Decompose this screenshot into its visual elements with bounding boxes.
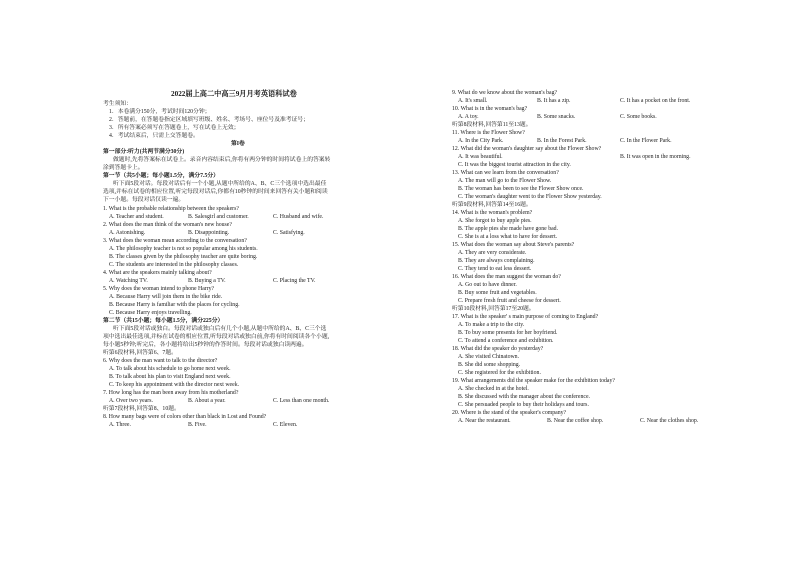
option-b: B. It has a zip. (537, 98, 571, 104)
section2-instruction: 听下面5段对话或独白。每段对话或独白后有几个小题,从题中所给的A、B、C三个选 (113, 326, 327, 332)
option-a: A. A toy. (458, 114, 479, 120)
option-a: A. They are very considerate. (458, 250, 527, 256)
question-17: 17. What is the speaker' s main purpose of coming to England? (452, 314, 599, 320)
notice-item: 2．答题前，在答题卷指定区域填写班级、姓名、考场号、座位号及准考证号； (109, 117, 309, 123)
section1-instruction: 听下面5段对话。每段对话后有一个小题,从题中所给的A、B、C三个选项中选出最佳 (113, 181, 327, 187)
section2-heading: 第二节（共15小题；每小题1.5分，满分225分） (103, 318, 224, 324)
option-a: A. The philosophy teacher is not so popular among his students. (109, 246, 258, 252)
option-b: B. Because Harry is familiar with the places for cycling. (109, 302, 240, 308)
option-c: C. She is at a loss what to have for dessert. (458, 234, 558, 240)
option-c: C. The woman's daughter went to the Flower Show yesterday. (458, 194, 602, 200)
option-b: B. It was open in the morning. (620, 154, 691, 160)
option-c: C. Placing the TV. (273, 278, 316, 284)
notice-heading: 考生须知： (103, 101, 132, 107)
option-b: B. In the Forest Park. (537, 138, 587, 144)
option-a: A. It's small. (458, 98, 488, 104)
volume-heading: 第I卷 (231, 141, 245, 147)
question-4: 4. What are the speakers mainly talking about? (103, 270, 212, 276)
question-13: 13. What can we learn from the conversation? (452, 170, 559, 176)
option-c: C. Husband and wife. (273, 214, 324, 220)
question-7: 7. How long has the man been away from his motherland? (103, 390, 239, 396)
option-c: C. Satisfying. (273, 230, 305, 236)
option-a: A. Because Harry will join them in the bike ride. (109, 294, 223, 300)
option-a: A. Astonishing. (109, 230, 146, 236)
option-b: B. To buy some presents for her boyfriend. (458, 330, 558, 336)
option-c: C. She persuaded people to buy their holidays and tours. (458, 402, 589, 408)
option-b: B. Disappointing. (188, 230, 230, 236)
part1-instruction: 做题时,先将答案标在试卷上。录音内容结束后,你将有两分钟的时间将试卷上的答案转 (113, 157, 331, 163)
option-c: C. To attend a conference and exhibition. (458, 338, 554, 344)
option-a: A. Teacher and student. (109, 214, 164, 220)
option-c: C. Less than one month. (273, 398, 330, 404)
notice-item: 3．所有答案必须写在答题卷上，写在试卷上无效； (109, 125, 240, 131)
option-b: B. The apple pies she made have gone bad. (458, 226, 559, 232)
option-a: A. The man will go to the Flower Show. (458, 178, 552, 184)
exam-title: 2022届上高二中高三9月月考英语科试卷 (171, 90, 297, 98)
option-c: C. Eleven. (273, 422, 298, 428)
option-a: A. Over two years. (109, 398, 153, 404)
section1-instruction: 选项,并标在试卷的相应位置,听完每段对话后,你都有10秒钟的时间来回答有关小题和阅读 (103, 189, 328, 195)
question-8: 8. How many bags were of colors other than black in Lost and Found? (103, 414, 267, 420)
question-9: 9. What do we know about the woman's bag? (452, 90, 558, 96)
option-a: A. To talk about his schedule to go home next week. (109, 366, 231, 372)
option-a: A. She visited Chinatown. (458, 354, 520, 360)
option-a: A. Three. (109, 422, 131, 428)
option-c: C. Near the clothes shop. (640, 418, 699, 424)
option-b: B. Buy some fruit and vegetables. (458, 290, 537, 296)
option-c: C. Prepare fresh fruit and cheese for dessert. (458, 298, 561, 304)
material-7-heading: 听第7段材料,回答第8、10题。 (103, 406, 180, 412)
question-12: 12. What did the woman's daughter say about the Flower Show? (452, 146, 602, 152)
material-9-heading: 听第9段材料,回答第14至16题。 (452, 202, 532, 208)
notice-item: 4．考试结束后，只需上交答题卷。 (109, 133, 199, 139)
option-b: B. The woman has been to see the Flower Show once. (458, 186, 584, 192)
question-3: 3. What does the woman mean according to the conversation? (103, 238, 247, 244)
part1-instruction: 涂到答题卡上。 (103, 165, 144, 171)
option-b: B. She discussed with the manager about the conference. (458, 394, 590, 400)
section2-instruction: 每小题5秒钟;听完后，各小题将给出5秒钟的作答时间。每段对话或独白读两遍。 (103, 342, 308, 348)
question-2: 2. What does the man think of the woman's new house? (103, 222, 232, 228)
material-8-heading: 听第8段材料,回答第11至13题。 (452, 122, 532, 128)
option-c: C. To keep his appointment with the director next week. (109, 382, 240, 388)
option-c: C. The students are interested in the philosophy classes. (109, 262, 239, 268)
option-a: A. Watching TV. (109, 278, 148, 284)
question-20: 20. Where is the stand of the speaker's company? (452, 410, 567, 416)
option-a: A. In the City Park. (458, 138, 504, 144)
material-10-heading: 听第10段材料,回答第17至20题。 (452, 306, 535, 312)
question-6: 6. Why does the man want to talk to the director? (103, 358, 218, 364)
option-a: A. It was beautiful. (458, 154, 503, 160)
option-c: C. They tend to eat less dessert. (458, 266, 532, 272)
option-a: A. She checked in at the hotel. (458, 386, 529, 392)
option-c: C. Some books. (620, 114, 657, 120)
section1-heading: 第一节（共5小题；每小题1.5分，满分7.5分） (103, 173, 219, 179)
option-a: A. To make a trip to the city. (458, 322, 525, 328)
part1-heading: 第一部分:听力(共两节满分30分) (103, 149, 185, 155)
section2-instruction: 项中选出最佳选项,并标在试卷的相应位置,听每段对话或独白前,你将有时间阅读各个小题, (103, 334, 330, 340)
option-c: C. She registered for the exhibition. (458, 370, 541, 376)
option-b: B. To talk about his plan to visit England next week. (109, 374, 231, 380)
question-10: 10. What is in the woman's bag? (452, 106, 528, 112)
option-c: C. It has a pocket on the front. (620, 98, 691, 104)
option-b: B. Near the coffee shop. (547, 418, 604, 424)
option-a: A. Near the restaurant. (458, 418, 511, 424)
question-16: 16. What does the man suggest the woman do? (452, 274, 561, 280)
notice-item: 1．本卷满分150分，考试时间120分钟； (109, 109, 211, 115)
question-5: 5. Why does the woman intend to phone Harry? (103, 286, 215, 292)
option-a: A. She forgot to buy apple pies. (458, 218, 532, 224)
question-14: 14. What is the woman's problem? (452, 210, 533, 216)
question-15: 15. What does the woman say about Steve's parents? (452, 242, 575, 248)
question-11: 11. Where is the Flower Show? (452, 130, 525, 136)
option-b: B. Some snacks. (537, 114, 576, 120)
question-19: 19. What arrangements did the speaker make for the exhibition today? (452, 378, 615, 384)
option-c: C. In the Flower Park. (620, 138, 672, 144)
option-b: B. Buying a TV. (188, 278, 226, 284)
question-18: 18. What did the speaker do yesterday? (452, 346, 544, 352)
option-b: B. The classes given by the philosophy teacher are quite boring. (109, 254, 258, 260)
question-1: 1. What is the probable relationship between the speakers? (103, 206, 239, 212)
option-b: B. About a year. (188, 398, 226, 404)
option-b: B. She did some shopping. (458, 362, 521, 368)
option-b: B. Five. (188, 422, 207, 428)
option-b: B. Salesgirl and customer. (188, 214, 249, 220)
option-c: C. It was the biggest tourist attraction in the city. (458, 162, 571, 168)
option-a: A. Go out to have dinner. (458, 282, 517, 288)
section1-instruction: 下一小题。每段对话仅读一遍。 (103, 197, 185, 203)
option-b: B. They are always complaining. (458, 258, 535, 264)
option-c: C. Because Harry enjoys travelling. (109, 310, 192, 316)
material-6-heading: 听第6段材料,回答第6、7题。 (103, 350, 177, 356)
